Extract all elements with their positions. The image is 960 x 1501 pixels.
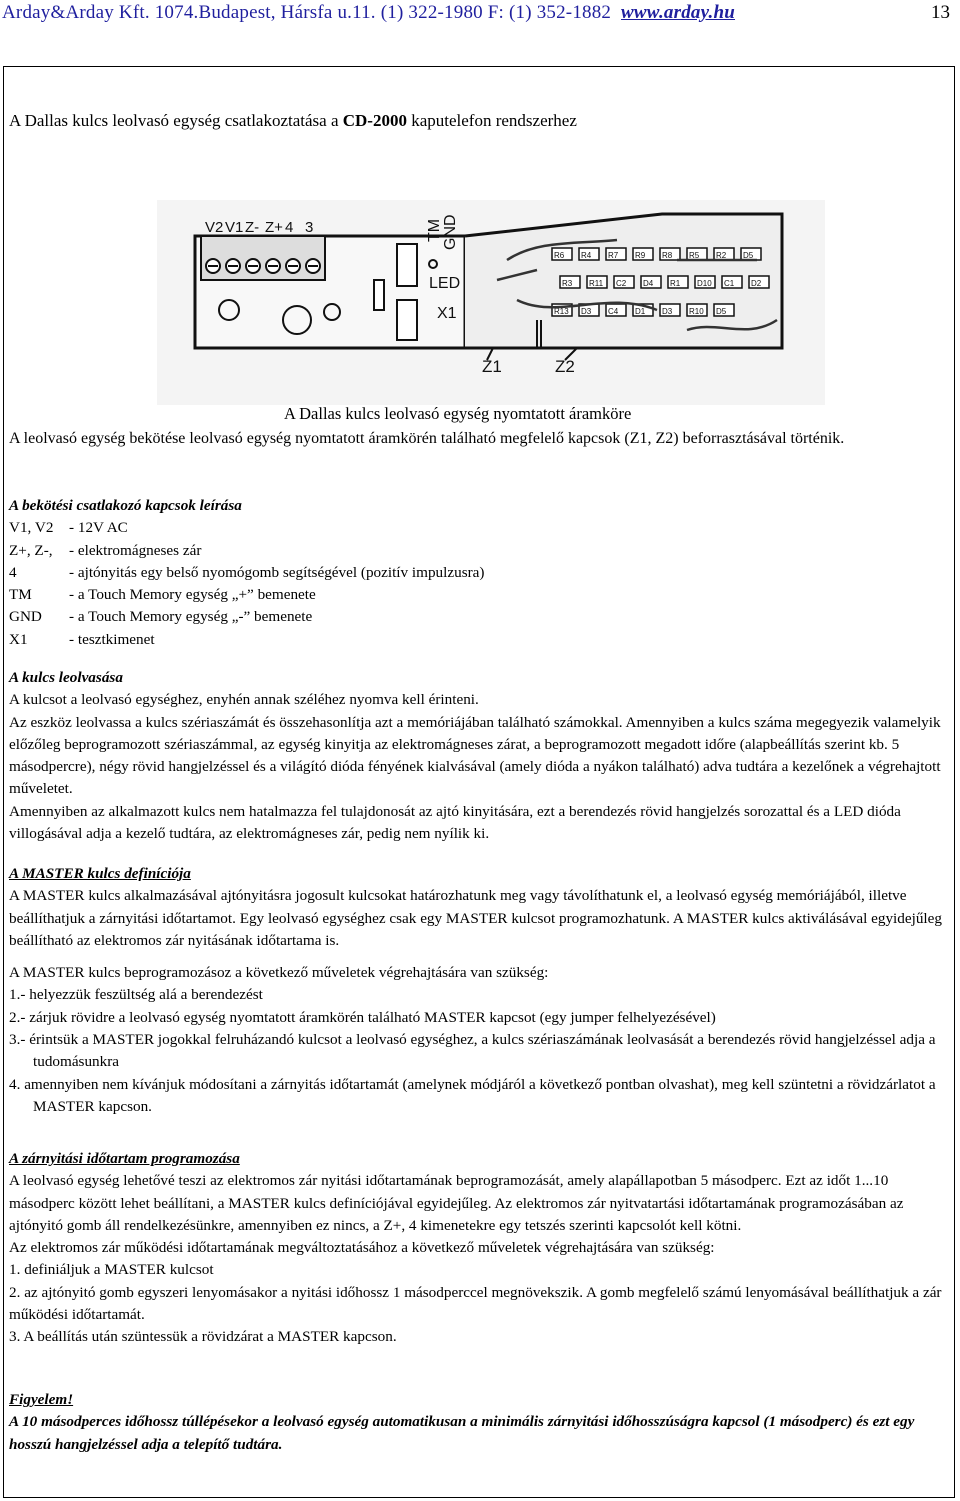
terminal-row [9, 540, 484, 562]
lock-time-step-2: 2. az ajtónyitó gomb egyszeri lenyomásakor a nyitási időhossz 1 másodperccel megnövekszik. A gomb megfelelő számú lenyomásával beállíthatjuk a zár működési időtartamát. [9, 1283, 942, 1324]
pcb-component-label: C2 [616, 279, 627, 288]
lock-time-heading: A zárnyitási időtartam programozása [9, 1150, 240, 1167]
pcb-component-label: R7 [608, 251, 619, 260]
pcb-component-label: D2 [751, 279, 762, 288]
master-step: 4. amennyiben nem kívánjuk módosítani a zárnyitás időtartamát (amelynek módjáról a következő pontban olvashat), meg kell szüntetni a rövidzárlatot a MASTER kapcson. [9, 1075, 936, 1115]
terminal-name: TM [9, 586, 32, 604]
terminal-name: 4 [9, 563, 17, 581]
terminal-row [9, 517, 484, 539]
master-heading: A MASTER kulcs definíciója [9, 865, 191, 882]
terminal-name: V1, V2 [9, 519, 54, 537]
lock-time-step-1: 1. definiáljuk a MASTER kulcsot [9, 1261, 214, 1279]
pcb-component-label: R11 [589, 279, 604, 288]
model-name: CD-2000 [342, 111, 407, 130]
lock-time-paragraph-1: A leolvasó egység lehetővé teszi az elektromos zár nyitási időtartamának beprogramozását, amely alapállapotban 5 másodperc. Ezt az időt 1...10 másodperc között lehet beállítani, a MASTER kulcs definíciójával egyidejűleg. Az elektromos zár nyitvatartási időtartamának programozásában az ajtónyitó gomb áll rendelkezésünkre, amennyiben ez nincs, a Z+, 4 kimenetekre egy tetszés szerinti kapcsolót kell kötni. [9, 1172, 904, 1234]
pcb-label-x1: X1 [437, 305, 457, 322]
pcb-component-label: R8 [662, 251, 673, 260]
terminal-label: Z+ [265, 219, 283, 236]
terminals-table [9, 517, 484, 651]
pcb-component-label: D10 [697, 279, 712, 288]
reading-paragraph-3: Amennyiben az alkalmazott kulcs nem hatalmazza fel tulajdonosát az ajtó kinyitására, ezt a berendezés rövid hangjelzés sorozattal és a LED dióda villogásával adja a kezelő tudtára, az elektromágneses zár, pedig nem nyílik ki. [9, 802, 901, 843]
terminal-description: - elektromágneses zár [69, 541, 202, 559]
page-number: 13 [931, 2, 950, 23]
terminal-row [9, 584, 484, 606]
company-address [2, 2, 735, 24]
pcb-component-label: R10 [689, 307, 704, 316]
pcb-component-label: D5 [743, 251, 754, 260]
pcb-component-label: D4 [643, 279, 654, 288]
pcb-diagram [157, 200, 825, 405]
pcb-component-label: D5 [716, 307, 727, 316]
company-text: Arday&Arday Kft. 1074.Budapest, Hársfa u.11. (1) 322-1980 F: (1) 352-1882 [2, 2, 612, 23]
pcb-component-label: D1 [635, 307, 646, 316]
pcb-label-z2: Z2 [555, 357, 575, 376]
terminal-description: - 12V AC [69, 519, 128, 537]
terminal-row [9, 629, 484, 651]
terminal-description: - tesztkimenet [69, 630, 155, 648]
pcb-component-label: D3 [662, 307, 673, 316]
website-link[interactable]: www.arday.hu [621, 2, 736, 23]
lock-time-section [9, 1148, 949, 1349]
pcb-component-label: R6 [554, 251, 565, 260]
reading-paragraph-1: A kulcsot a leolvasó egységhez, enyhén annak széléhez nyomva kell érinteni. [9, 691, 479, 709]
pcb-component-label: R2 [716, 251, 727, 260]
terminal-label: V2 [205, 219, 224, 236]
terminal-label: 4 [285, 219, 294, 236]
pcb-label-tm: TM [426, 218, 443, 242]
terminal-name: Z+, Z-, [9, 541, 53, 559]
terminal-name: GND [9, 608, 42, 626]
warning-section [9, 1389, 949, 1456]
pcb-component-label: R5 [689, 251, 700, 260]
document-title: A Dallas kulcs leolvasó egység csatlakoztatása a CD-2000 kaputelefon rendszerhez [9, 111, 577, 130]
pcb-label-gnd: GND [442, 214, 459, 250]
terminals-section [9, 495, 949, 651]
master-step: 3.- érintsük a MASTER jogokkal felruházandó kulcsot a leolvasó egységhez, a kulcs szériaszámának leolvasását a berendezés rövid hangjelzéssel adja a tudomásunkra [9, 1031, 936, 1071]
pcb-component-label: R4 [581, 251, 592, 260]
master-steps-list [9, 984, 949, 1118]
pcb-component-label: C4 [608, 307, 619, 316]
pcb-component-label: R3 [562, 279, 573, 288]
figure-caption: A Dallas kulcs leolvasó egység nyomtatott áramköre [284, 404, 632, 423]
page-header [0, 0, 960, 28]
terminal-row [9, 562, 484, 584]
reading-section [9, 667, 949, 845]
master-paragraph: A MASTER kulcs alkalmazásával ajtónyitásra jogosult kulcsokat határozhatunk meg vagy távolíthatunk el, a leolvasó egység memóriájából, illetve beállíthatjuk a zárnyitási időtartamot. Egy leolvasó egységhez csak egy MASTER kulcsot programozhatunk. A MASTER kulcs aktiválásával egyidejűleg beállítható az elektromos zár nyitásának időtartama is. [9, 887, 942, 949]
master-step: 2.- zárjuk rövidre a leolvasó egység nyomtatott áramkörén található MASTER kapcsot (egy jumper felhelyezésével) [9, 1008, 716, 1026]
lock-time-step-3: 3. A beállítás után szüntessük a rövidzárat a MASTER kapcson. [9, 1328, 397, 1346]
terminal-label: 3 [305, 219, 314, 236]
pcb-component-label: R13 [554, 307, 569, 316]
pcb-component-label: C1 [724, 279, 735, 288]
terminals-heading: A bekötési csatlakozó kapcsok leírása [9, 497, 242, 514]
pcb-label-led: LED [429, 275, 461, 292]
pcb-component-label: R9 [635, 251, 646, 260]
pcb-component-label: D3 [581, 307, 592, 316]
terminal-description: - a Touch Memory egység „+” bemenete [69, 586, 316, 604]
pcb-component-label: R1 [670, 279, 681, 288]
terminal-label: Z- [245, 219, 260, 236]
intro-text: A leolvasó egység bekötése leolvasó egység nyomtatott áramkörén található megfelelő kapcsok (Z1, Z2) beforrasztásával történik. [9, 430, 845, 447]
master-section [9, 863, 949, 1118]
pcb-label-z1: Z1 [482, 357, 502, 376]
terminal-name: X1 [9, 630, 28, 648]
lock-time-paragraph-2: Az elektromos zár működési időtartamának megváltoztatásához a következő műveletek végrehajtására van szükség: [9, 1239, 715, 1257]
terminal-row [9, 606, 484, 628]
intro-paragraph [9, 428, 949, 450]
reading-heading: A kulcs leolvasása [9, 669, 123, 686]
terminal-description: - ajtónyitás egy belső nyomógomb segítségével (pozitív impulzusra) [69, 563, 485, 581]
reading-paragraph-2: Az eszköz leolvassa a kulcs szériaszámát és összehasonlítja azt a memóriájában található számokkal. Amennyiben a kulcs száma megegyezik valamelyik előzőleg beprogramozott szériaszámmal, az egység kinyitja az elektromágneses zárat, a beprogramozott megadott időre (alapbeállítás szerint kb. 5 másodpercre), négy rövid hangjelzéssel és a világító dióda fényének kialvásával (amely dióda a nyákon található) adva tudtára a kezelőnek a végrehajtott műveletet. [9, 713, 941, 798]
master-step: 1.- helyezzük feszültség alá a berendezést [9, 986, 263, 1004]
warning-text: A 10 másodperces időhossz túllépésekor a leolvasó egység automatikusan a minimális zárnyitási időhosszúságra kapcsol (1 másodperc) és ezt egy hosszú hangjelzéssel adja a telepítő tudtára. [9, 1413, 915, 1453]
master-steps-intro: A MASTER kulcs beprogramozásoz a következő műveletek végrehajtására van szükség: [9, 964, 549, 982]
warning-heading: Figyelem! [9, 1391, 74, 1408]
terminal-description: - a Touch Memory egység „-” bemenete [69, 608, 313, 626]
terminal-label: V1 [225, 219, 244, 236]
